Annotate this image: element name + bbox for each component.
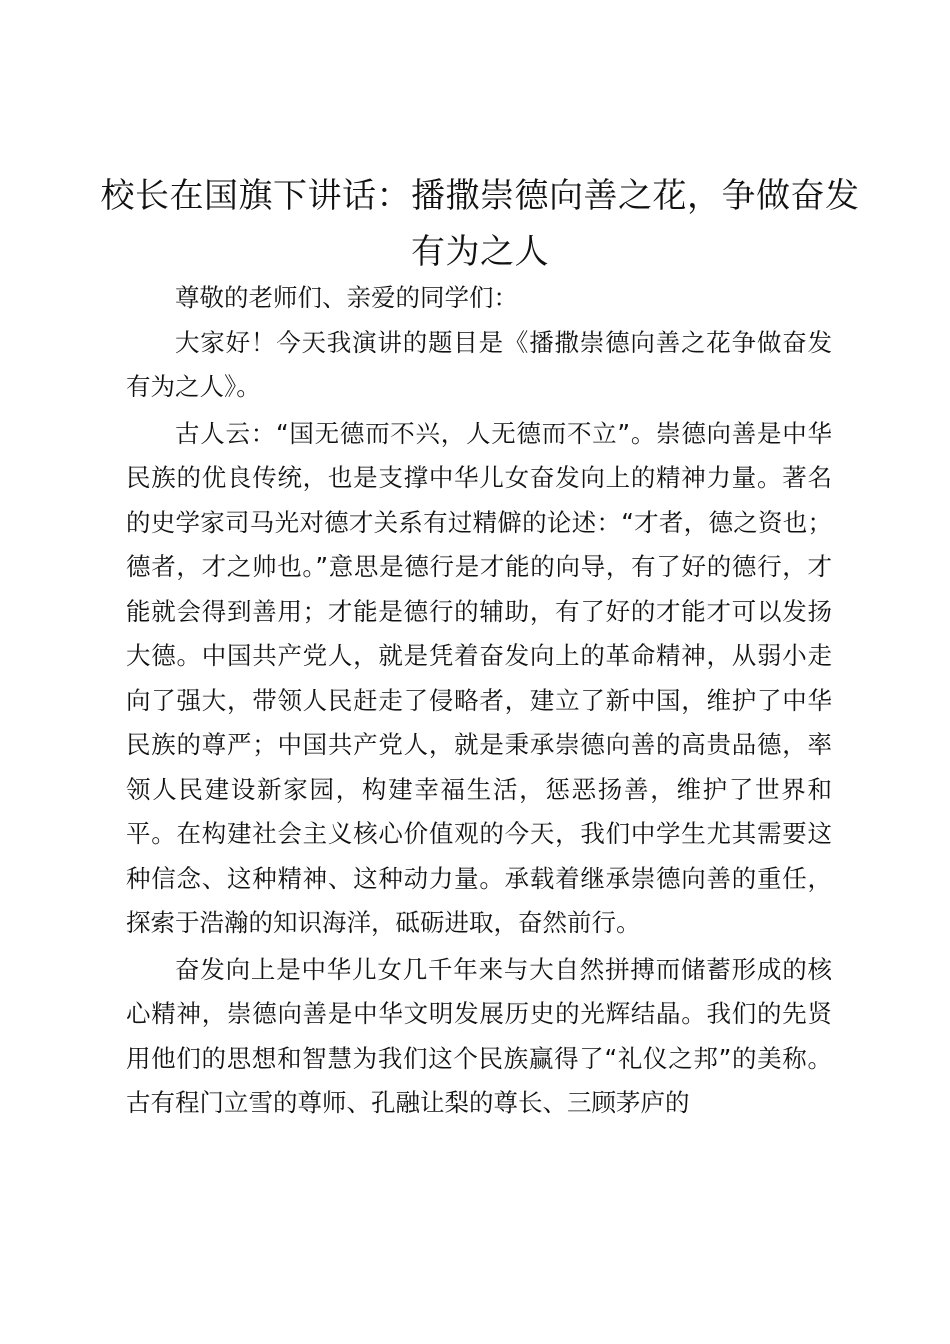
body-paragraph: 古人云：“国无德而不兴，人无德而不立”。崇德向善是中华民族的优良传统，也是支撑中华儿女奋发向上的精神力量。著名的史学家司马光对德才关系有过精僻的论述：“才者，德之资也；德者，才之帅也。”意思是德行是才能的向导，有了好的德行，才能就会得到善用；才能是德行的辅助，有了好的才能才可以发扬大德。中国共产党人，就是凭着奋发向上的革命精神，从弱小走向了强大，带领人民赶走了侵略者，建立了新中国，维护了中华民族的尊严；中国共产党人，就是秉承崇德向善的高贵品德，率领人民建设新家园，构建幸福生活，惩恶扬善，维护了世界和平。在构建社会主义核心价值观的今天，我们中学生尤其需要这种信念、这种精神、这种动力量。承载着继承崇德向善的重任，探索于浩瀚的知识海洋，砥砺进取，奋然前行。 (126, 418, 832, 937)
body-paragraph: 奋发向上是中华儿女几千年来与大自然拼搏而储蓄形成的核心精神，崇德向善是中华文明发展历史的光辉结晶。我们的先贤用他们的思想和智慧为我们这个民族赢得了“礼仪之邦”的美称。古有程门立雪的尊师、孔融让梨的尊长、三顾茅庐的 (126, 954, 832, 1117)
document-title: 校长在国旗下讲话：播撒崇德向善之花，争做奋发有为之人 (100, 176, 860, 272)
greeting-paragraph: 大家好！今天我演讲的题目是《播撒崇德向善之花争做奋发有为之人》。 (126, 327, 832, 401)
document-body (126, 276, 832, 1128)
salutation-paragraph: 尊敬的老师们、亲爱的同学们： (175, 283, 518, 312)
